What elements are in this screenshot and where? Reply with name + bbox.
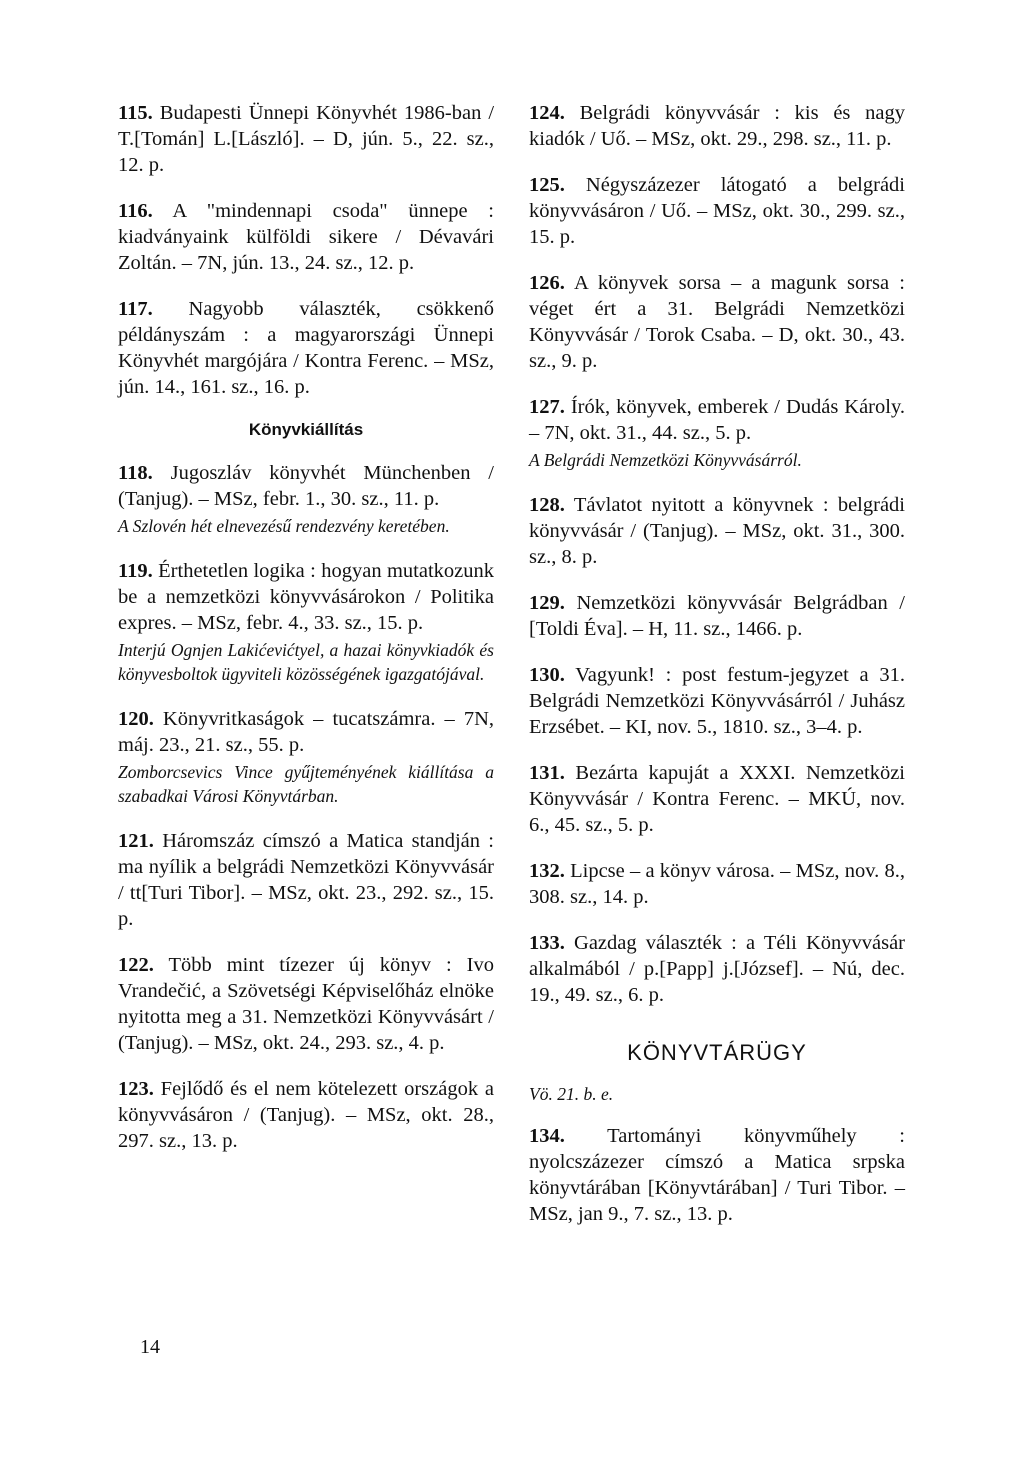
entry-120 bbox=[118, 706, 494, 808]
entry-number: 132. bbox=[529, 860, 565, 882]
entry-text: Gazdag választék : a Téli Könyvvásár alkalmából / p.[Papp] j.[József]. – Nú, dec. 19., 49. sz., 6. p. bbox=[529, 932, 906, 1006]
entry-119 bbox=[118, 558, 494, 686]
entry-number: 134. bbox=[529, 1125, 565, 1147]
entry-121 bbox=[118, 828, 494, 932]
right-column bbox=[529, 100, 905, 1247]
entry-number: 130. bbox=[529, 664, 565, 686]
entry-text: Írók, könyvek, emberek / Dudás Károly. – 7N, okt. 31., 44. sz., 5. p. bbox=[529, 396, 906, 444]
entry-number: 123. bbox=[118, 1078, 154, 1100]
entry-text: Vagyunk! : post festum-jegyzet a 31. Belgrádi Nemzetközi Könyvvásárról / Juhász Erzsébet. – KI, nov. 5., 1810. sz., 3–4. p. bbox=[529, 664, 905, 738]
entry-128 bbox=[529, 492, 905, 570]
entry-text: Érthetetlen logika : hogyan mutatkozunk be a nemzetközi könyvvásárokon / Politika expres. – MSz, febr. 4., 33. sz., 15. p. bbox=[118, 560, 495, 634]
entry-note: Interjú Ognjen Lakićevićtyel, a hazai könyvkiadók és könyvesboltok ügyviteli közösségének igazgatójával. bbox=[118, 640, 494, 684]
entry-text: Lipcse – a könyv városa. – MSz, nov. 8., 308. sz., 14. p. bbox=[529, 860, 905, 908]
entry-text: Több mint tízezer új könyv : Ivo Vrandečić, a Szövetségi Képviselőház elnöke nyitotta meg a 31. Nemzetközi Könyvvásárt / (Tanjug). – MSz, okt. 24., 293. sz., 4. p. bbox=[118, 954, 494, 1054]
entry-number: 120. bbox=[118, 708, 154, 730]
entry-117 bbox=[118, 296, 494, 400]
entry-number: 118. bbox=[118, 462, 153, 484]
entry-text: Tartományi könyvműhely : nyolcszázezer címszó a Matica srpska könyvtárában [Könyvtárában] / Turi Tibor. – MSz, jan 9., 7. sz., 13. p. bbox=[529, 1125, 905, 1225]
entry-116 bbox=[118, 198, 494, 276]
entry-text: Fejlődő és el nem kötelezett országok a könyvvásáron / (Tanjug). – MSz, okt. 28., 297. sz., 13. p. bbox=[118, 1078, 494, 1152]
entry-note: Zomborcsevics Vince gyűjteményének kiállítása a szabadkai Városi Könyvtárban. bbox=[118, 762, 494, 806]
cross-reference: Vö. 21. b. e. bbox=[529, 1084, 614, 1104]
entry-number: 125. bbox=[529, 174, 565, 196]
entry-text: Nagyobb választék, csökkenő példányszám : a magyarországi Ünnepi Könyvhét margójára / Kontra Ferenc. – MSz, jún. 14., 161. sz., 16. p. bbox=[118, 298, 495, 398]
entry-note: A Belgrádi Nemzetközi Könyvvásárról. bbox=[529, 450, 802, 470]
entry-122 bbox=[118, 952, 494, 1056]
entry-133 bbox=[529, 930, 905, 1008]
entry-123 bbox=[118, 1076, 494, 1154]
entry-text: A könyvek sorsa – a magunk sorsa : véget ért a 31. Belgrádi Nemzetközi Könyvvásár / Torok Csaba. – D, okt. 30., 43. sz., 9. p. bbox=[529, 272, 905, 372]
section-heading: KÖNYVTÁRÜGY bbox=[627, 1040, 807, 1065]
page-number: 14 bbox=[140, 1336, 160, 1358]
entry-number: 119. bbox=[118, 560, 153, 582]
entry-number: 122. bbox=[118, 954, 154, 976]
entry-number: 129. bbox=[529, 592, 565, 614]
entry-number: 133. bbox=[529, 932, 565, 954]
subheading: Könyvkiállítás bbox=[248, 420, 364, 439]
entry-number: 127. bbox=[529, 396, 565, 418]
entry-note: A Szlovén hét elnevezésű rendezvény keretében. bbox=[118, 516, 450, 536]
entry-text: Belgrádi könyvvásár : kis és nagy kiadók / Uő. – MSz, okt. 29., 298. sz., 11. p. bbox=[529, 102, 905, 150]
entry-number: 115. bbox=[118, 102, 153, 124]
entry-text: Budapesti Ünnepi Könyvhét 1986-ban / T.[Tomán] L.[László]. – D, jún. 5., 22. sz., 12. p. bbox=[118, 102, 495, 176]
entry-text: Jugoszláv könyvhét Münchenben / (Tanjug). – MSz, febr. 1., 30. sz., 11. p. bbox=[118, 462, 494, 510]
entry-text: Könyvritkaságok – tucatszámra. – 7N, máj. 23., 21. sz., 55. p. bbox=[118, 708, 494, 756]
entry-126 bbox=[529, 270, 905, 374]
entry-118 bbox=[118, 460, 494, 538]
entry-text: Nemzetközi könyvvásár Belgrádban / [Toldi Éva]. – H, 11. sz., 1466. p. bbox=[529, 592, 906, 640]
entry-text: Négyszázezer látogató a belgrádi könyvvásáron / Uő. – MSz, okt. 30., 299. sz., 15. p. bbox=[529, 174, 906, 248]
entry-text: A "mindennapi csoda" ünnepe : kiadványaink külföldi sikere / Dévavári Zoltán. – 7N, jún. 13., 24. sz., 12. p. bbox=[118, 200, 494, 274]
entry-132 bbox=[529, 858, 905, 910]
entry-number: 131. bbox=[529, 762, 565, 784]
entry-number: 117. bbox=[118, 298, 153, 320]
entry-130 bbox=[529, 662, 905, 740]
entry-number: 128. bbox=[529, 494, 565, 516]
entry-125 bbox=[529, 172, 905, 250]
entry-129 bbox=[529, 590, 905, 642]
entry-number: 126. bbox=[529, 272, 565, 294]
entry-number: 116. bbox=[118, 200, 153, 222]
entry-131 bbox=[529, 760, 905, 838]
left-column bbox=[118, 100, 494, 1174]
entry-text: Távlatot nyitott a könyvnek : belgrádi könyvvásár / (Tanjug). – MSz, okt. 31., 300. sz., 8. p. bbox=[529, 494, 905, 568]
entry-text: Háromszáz címszó a Matica standján : ma nyílik a belgrádi Nemzetközi Könyvvásár / tt[Turi Tibor]. – MSz, okt. 23., 292. sz., 15. p. bbox=[118, 830, 495, 930]
entry-127 bbox=[529, 394, 905, 472]
entry-number: 121. bbox=[118, 830, 154, 852]
entry-124 bbox=[529, 100, 905, 152]
entry-number: 124. bbox=[529, 102, 565, 124]
entry-text: Bezárta kapuját a XXXI. Nemzetközi Könyvvásár / Kontra Ferenc. – MKÚ, nov. 6., 45. sz., 5. p. bbox=[529, 762, 906, 836]
entry-134 bbox=[529, 1123, 905, 1227]
entry-115 bbox=[118, 100, 494, 178]
